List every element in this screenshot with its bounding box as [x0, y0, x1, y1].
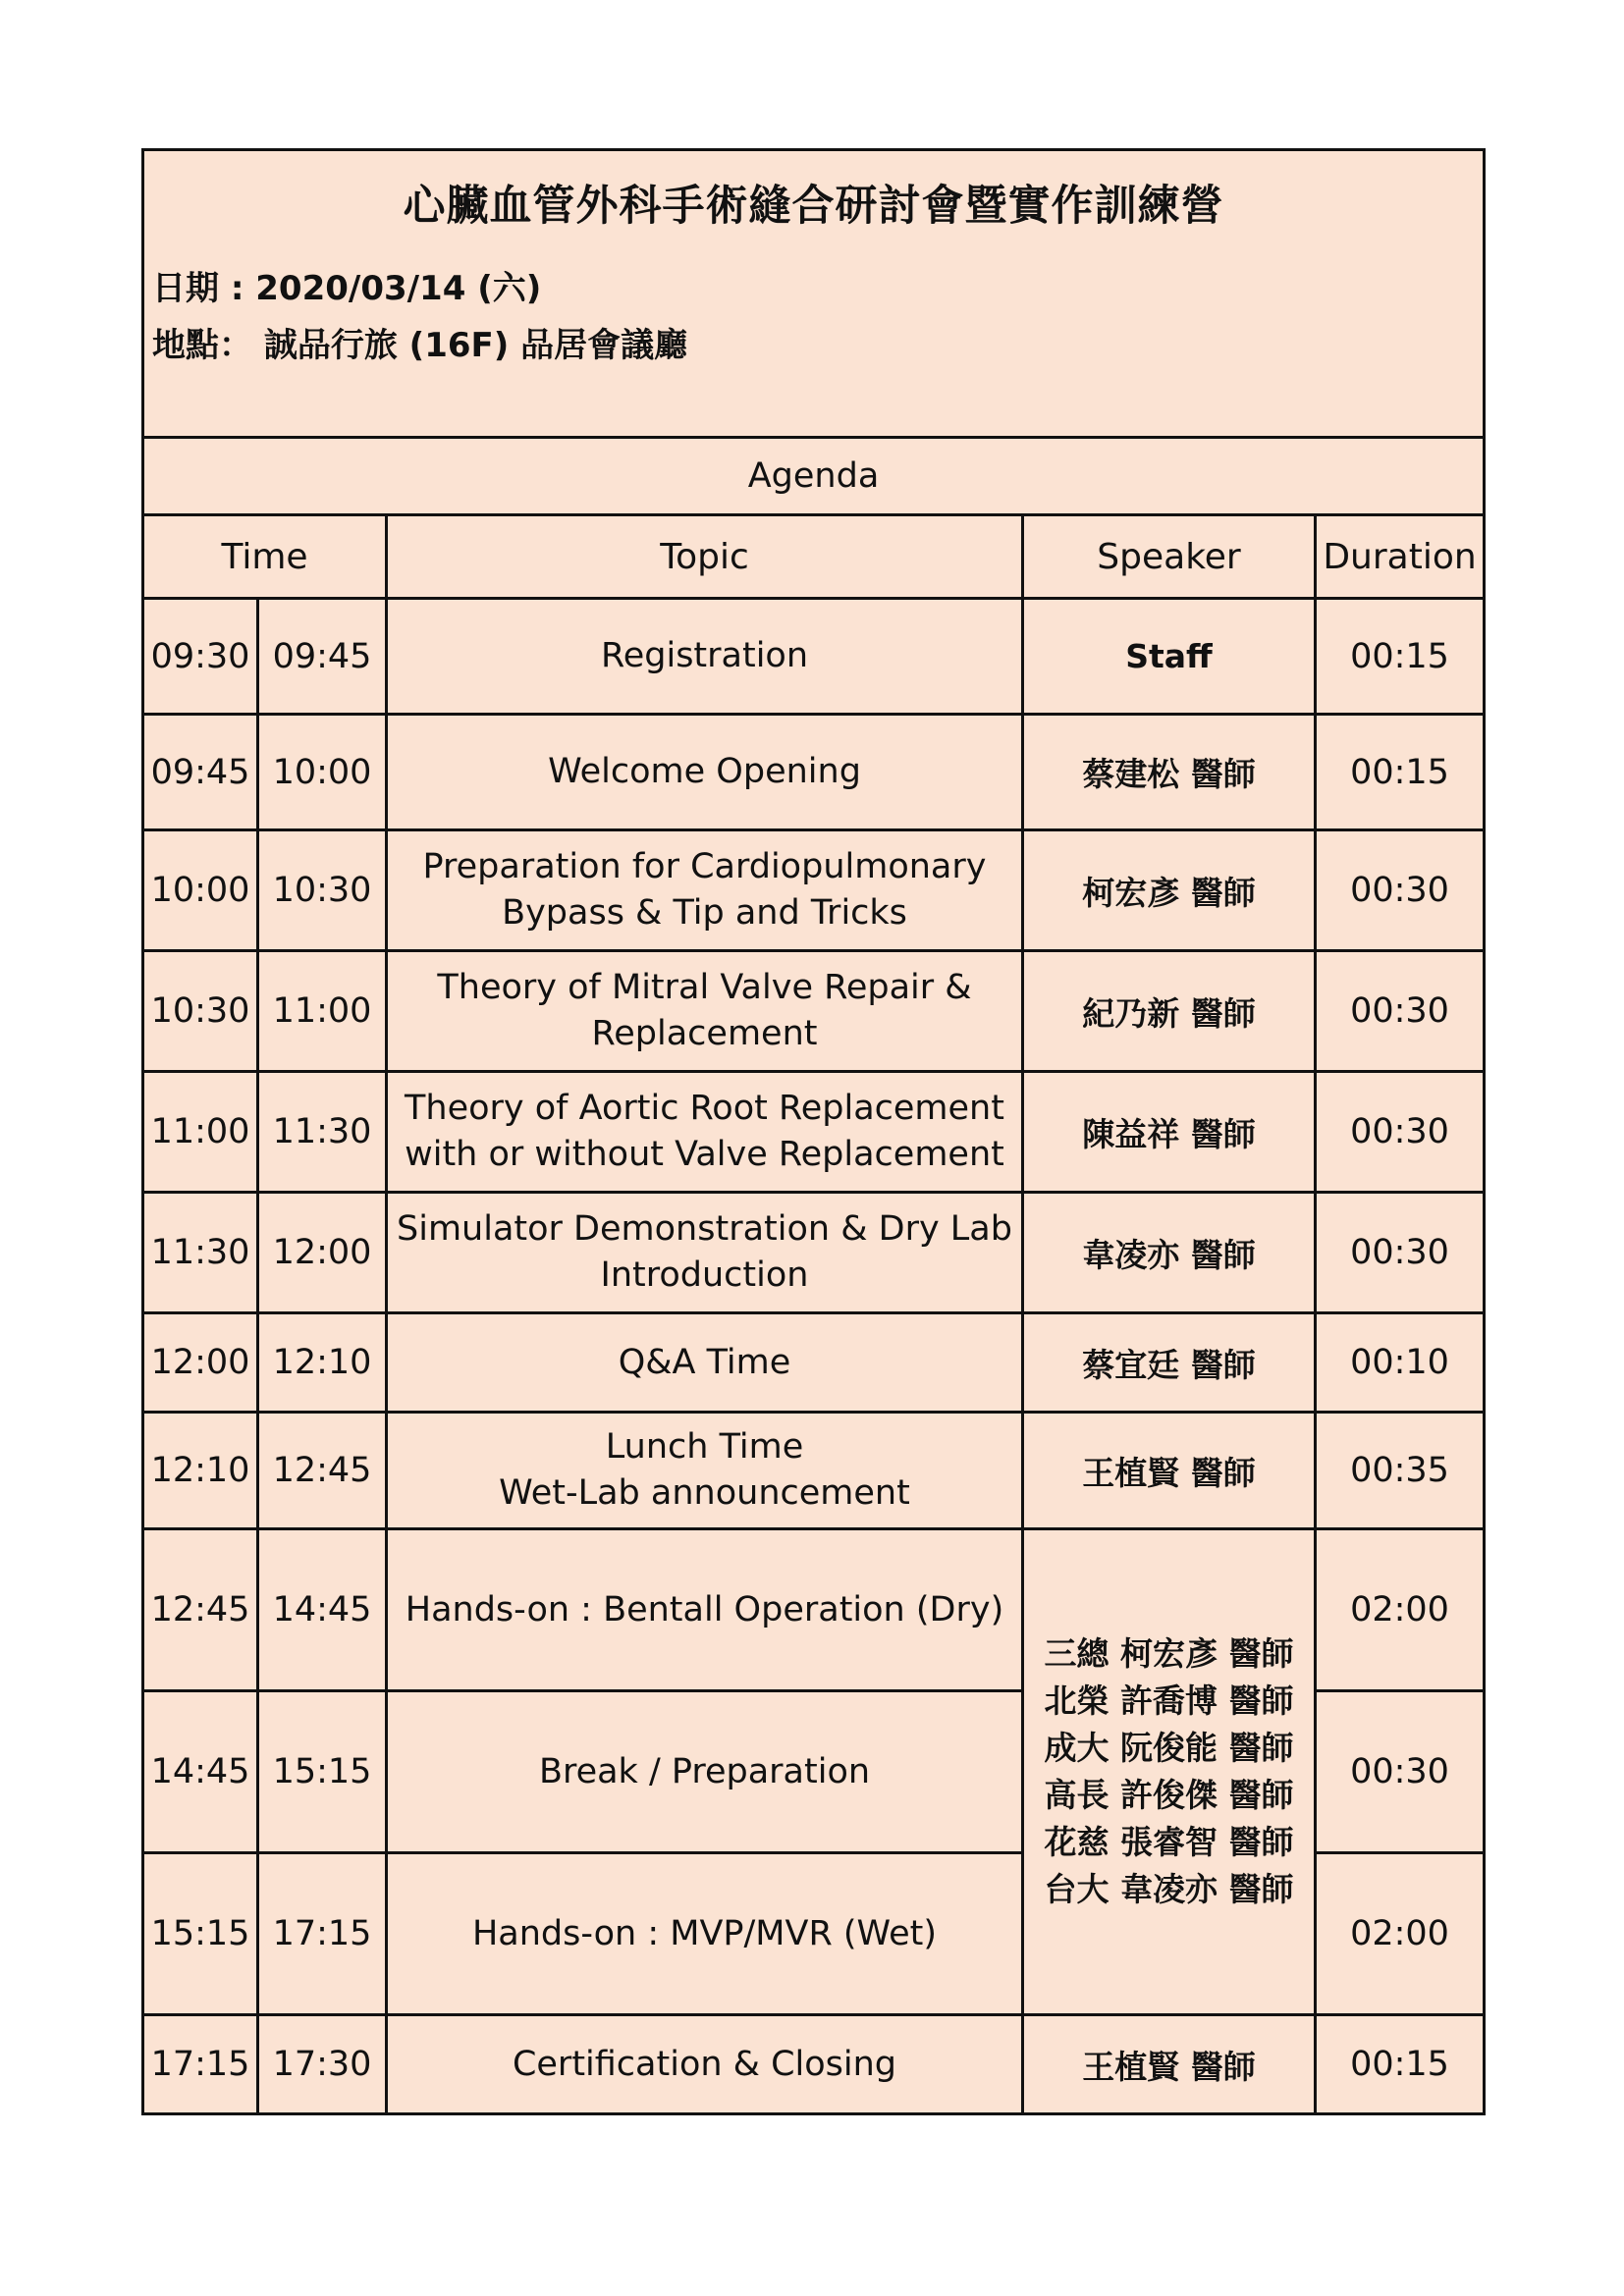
topic-line: Simulator Demonstration & Dry Lab [397, 1209, 1012, 1249]
topic-cell [387, 715, 1023, 830]
duration-column-header: Duration [1316, 515, 1485, 599]
hands-on-speakers [1023, 1529, 1316, 2015]
speaker-cell: 蔡建松 醫師 [1023, 715, 1316, 830]
duration-cell: 00:30 [1316, 951, 1485, 1072]
topic-line: Break / Preparation [538, 1751, 871, 1791]
duration-cell: 00:15 [1316, 2015, 1485, 2114]
start-time: 12:00 [143, 1313, 258, 1413]
topic-line: Registration [600, 636, 809, 675]
end-time: 14:45 [258, 1529, 387, 1691]
topic-cell [387, 599, 1023, 715]
hands-on-speaker: 成大 阮俊能 醫師 [1044, 1729, 1294, 1767]
topic-line: Theory of Aortic Root Replacement [405, 1089, 1004, 1128]
start-time: 12:10 [143, 1413, 258, 1529]
start-time: 10:00 [143, 830, 258, 951]
end-time: 12:45 [258, 1413, 387, 1529]
speaker-cell: 紀乃新 醫師 [1023, 951, 1316, 1072]
topic-line: Hands-on : MVP/MVR (Wet) [471, 1913, 938, 1953]
start-time: 14:45 [143, 1691, 258, 1853]
agenda-row [143, 715, 1485, 830]
speaker-cell: 蔡宜廷 醫師 [1023, 1313, 1316, 1413]
end-time: 12:10 [258, 1313, 387, 1413]
start-time: 11:00 [143, 1072, 258, 1193]
duration-cell: 00:30 [1316, 830, 1485, 951]
end-time: 17:15 [258, 1853, 387, 2015]
time-column-header: Time [143, 515, 387, 599]
end-time: 10:00 [258, 715, 387, 830]
event-title: 心臟血管外科手術縫合研討會暨實作訓練營 [403, 182, 1224, 231]
topic-cell [387, 1853, 1023, 2015]
agenda-row [143, 951, 1485, 1072]
end-time: 12:00 [258, 1193, 387, 1313]
topic-cell [387, 1529, 1023, 1691]
end-time: 10:30 [258, 830, 387, 951]
start-time: 17:15 [143, 2015, 258, 2114]
end-time: 11:30 [258, 1072, 387, 1193]
topic-line: Preparation for Cardiopulmonary [422, 847, 987, 886]
topic-line: Lunch Time [605, 1427, 804, 1467]
event-header [143, 150, 1485, 438]
duration-cell: 00:30 [1316, 1072, 1485, 1193]
topic-line: with or without Valve Replacement [405, 1135, 1004, 1174]
topic-line: Welcome Opening [548, 752, 861, 791]
duration-cell: 00:15 [1316, 715, 1485, 830]
topic-line: Replacement [591, 1014, 818, 1053]
hands-on-speaker: 三總 柯宏彥 醫師 [1044, 1634, 1294, 1673]
start-time: 12:45 [143, 1529, 258, 1691]
speaker-cell: 韋凌亦 醫師 [1023, 1193, 1316, 1313]
speaker-cell: Staff [1023, 599, 1316, 715]
speaker-column-header: Speaker [1023, 515, 1316, 599]
agenda-sheet [141, 148, 1486, 2115]
agenda-label: Agenda [143, 438, 1485, 515]
duration-cell: 00:15 [1316, 599, 1485, 715]
end-time: 15:15 [258, 1691, 387, 1853]
duration-cell: 00:30 [1316, 1193, 1485, 1313]
topic-line: Hands-on : Bentall Operation (Dry) [405, 1589, 1004, 1629]
hands-on-speaker: 花慈 張睿智 醫師 [1044, 1823, 1294, 1861]
topic-line: Bypass & Tip and Tricks [502, 893, 907, 933]
topic-line: Theory of Mitral Valve Repair & [437, 968, 972, 1007]
start-time: 09:45 [143, 715, 258, 830]
topic-line: Q&A Time [618, 1342, 791, 1382]
topic-cell [387, 951, 1023, 1072]
topic-column-header: Topic [387, 515, 1023, 599]
topic-line: Wet-Lab announcement [499, 1473, 910, 1513]
agenda-row [143, 1193, 1485, 1313]
topic-line: Introduction [600, 1255, 809, 1295]
duration-cell: 00:35 [1316, 1413, 1485, 1529]
topic-cell [387, 830, 1023, 951]
speaker-cell: 陳益祥 醫師 [1023, 1072, 1316, 1193]
agenda-row [143, 2015, 1485, 2114]
agenda-row [143, 1313, 1485, 1413]
speaker-cell: 柯宏彥 醫師 [1023, 830, 1316, 951]
end-time: 09:45 [258, 599, 387, 715]
start-time: 09:30 [143, 599, 258, 715]
agenda-row [143, 1529, 1485, 1691]
end-time: 17:30 [258, 2015, 387, 2114]
speaker-cell: 王植賢 醫師 [1023, 2015, 1316, 2114]
duration-cell: 02:00 [1316, 1529, 1485, 1691]
topic-cell [387, 1691, 1023, 1853]
start-time: 10:30 [143, 951, 258, 1072]
hands-on-speaker: 台大 韋凌亦 醫師 [1044, 1870, 1294, 1908]
duration-cell: 00:10 [1316, 1313, 1485, 1413]
topic-cell [387, 1193, 1023, 1313]
agenda-row [143, 1072, 1485, 1193]
duration-cell: 00:30 [1316, 1691, 1485, 1853]
start-time: 11:30 [143, 1193, 258, 1313]
start-time: 15:15 [143, 1853, 258, 2015]
hands-on-speaker: 北榮 許喬博 醫師 [1044, 1682, 1294, 1720]
agenda-row [143, 599, 1485, 715]
speaker-cell: 王植賢 醫師 [1023, 1413, 1316, 1529]
hands-on-speaker: 高長 許俊傑 醫師 [1044, 1776, 1294, 1814]
agenda-row [143, 830, 1485, 951]
end-time: 11:00 [258, 951, 387, 1072]
duration-cell: 02:00 [1316, 1853, 1485, 2015]
agenda-row [143, 1413, 1485, 1529]
event-date: 日期 : 2020/03/14 (六) [152, 269, 542, 308]
topic-cell [387, 1072, 1023, 1193]
topic-cell [387, 1413, 1023, 1529]
topic-cell [387, 2015, 1023, 2114]
topic-cell [387, 1313, 1023, 1413]
topic-line: Certification & Closing [512, 2044, 897, 2084]
event-venue: 地點： 誠品行旅 (16F) 品居會議廳 [152, 326, 688, 365]
